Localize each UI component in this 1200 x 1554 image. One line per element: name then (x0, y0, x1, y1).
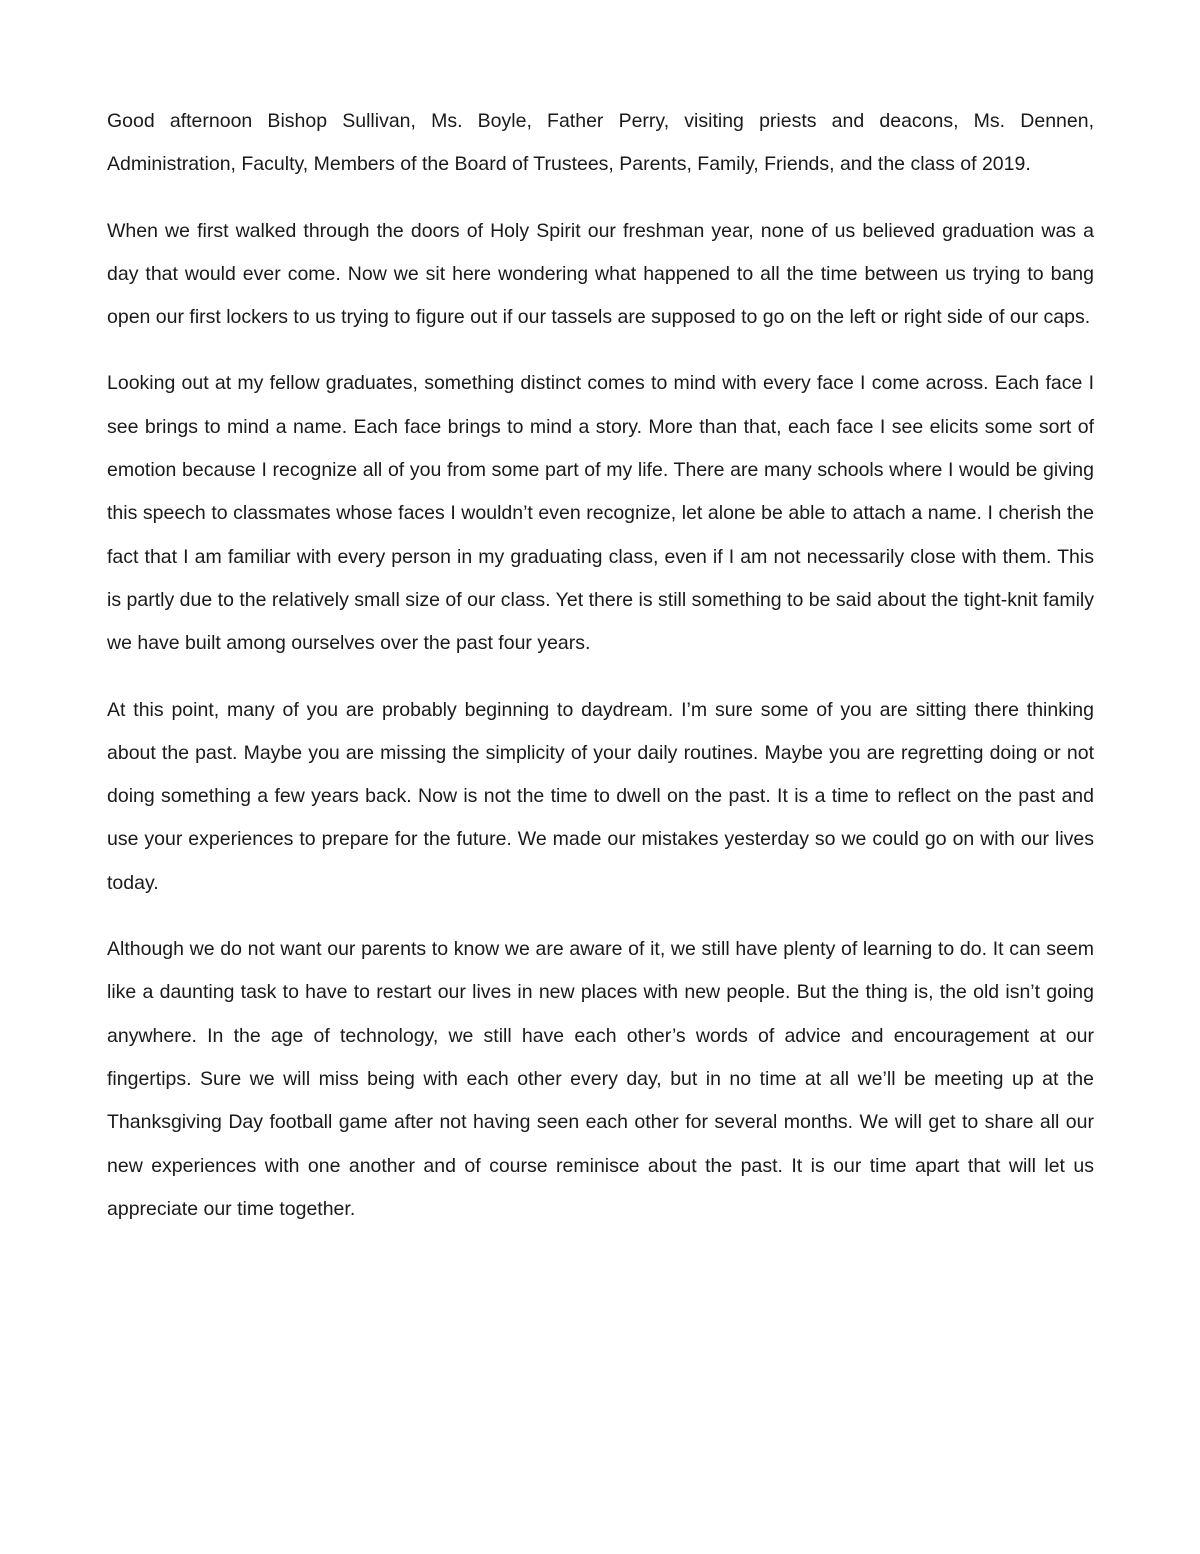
document-page (107, 100, 1094, 1254)
paragraph-salutation: Good afternoon Bishop Sullivan, Ms. Boyle, Father Perry, visiting priests and deacons, Ms. Dennen, Administration, Faculty, Members of the Board of Trustees, Parents, Family, Friends, and the class of 2019. (107, 110, 1094, 176)
paragraph-daydream: At this point, many of you are probably beginning to daydream. I’m sure some of you are sitting there thinking about the past. Maybe you are missing the simplicity of your daily routines. Maybe you are regretting doing or not doing something a few years back. Now is not the time to dwell on the past. It is a time to reflect on the past and use your experiences to prepare for the future. We made our mistakes yesterday so we could go on with our lives today. (107, 698, 1094, 894)
paragraph-learning: Although we do not want our parents to know we are aware of it, we still have plenty of learning to do. It can seem like a daunting task to have to restart our lives in new places with new people. But the thing is, the old isn’t going anywhere. In the age of technology, we still have each other’s words of advice and encouragement at our fingertips. Sure we will miss being with each other every day, but in no time at all we’ll be meeting up at the Thanksgiving Day football game after not having seen each other for several months. We will get to share all our new experiences with one another and of course reminisce about the past. It is our time apart that will let us appreciate our time together. (107, 938, 1094, 1220)
paragraph-freshman-year: When we first walked through the doors of Holy Spirit our freshman year, none of us believed graduation was a day that would ever come. Now we sit here wondering what happened to all the time between us trying to bang open our first lockers to us trying to figure out if our tassels are supposed to go on the left or right side of our caps. (107, 219, 1094, 329)
paragraph-fellow-graduates: Looking out at my fellow graduates, something distinct comes to mind with every face I come across. Each face I see brings to mind a name. Each face brings to mind a story. More than that, each face I see elicits some sort of emotion because I recognize all of you from some part of my life. There are many schools where I would be giving this speech to classmates whose faces I wouldn’t even recognize, let alone be able to attach a name. I cherish the fact that I am familiar with every person in my graduating class, even if I am not necessarily close with them. This is partly due to the relatively small size of our class. Yet there is still something to be said about the tight-knit family we have built among ourselves over the past four years. (107, 372, 1094, 655)
